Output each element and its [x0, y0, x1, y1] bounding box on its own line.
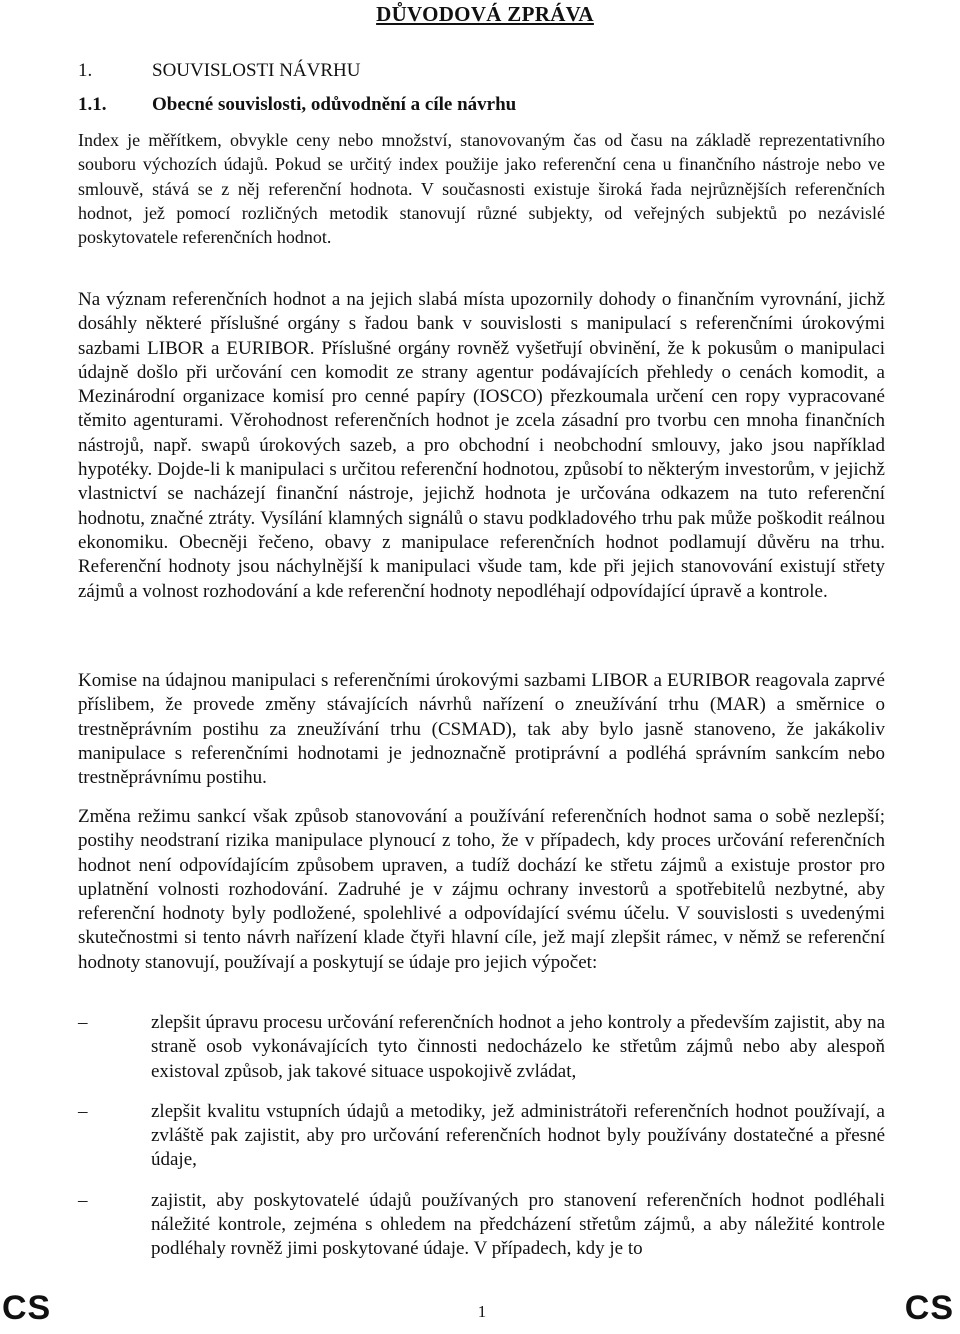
page-number: 1	[477, 1302, 487, 1321]
objectives-list	[78, 1011, 885, 1278]
section-title: SOUVISLOSTI NÁVRHU	[152, 60, 361, 81]
paragraph-commission-response: Komise na údajnou manipulaci s referenčními úrokovými sazbami LIBOR a EURIBOR reagovala zaprvé příslibem, že provede změny stávajících návrhů nařízení o zneužívání trhu (MAR) a směrnice o trestněprávním postihu za zneužívání trhu (CSMAD), tak aby bylo jasně stanoveno, že jakákoliv manipulace s referenčními hodnotami je jednoznačně protiprávní a podléhá správním sankcím nebo trestněprávnímu postihu.	[78, 670, 885, 789]
section-heading-1	[78, 60, 360, 82]
list-item	[78, 1100, 885, 1173]
dash-marker: –	[78, 1189, 88, 1211]
list-item	[78, 1189, 885, 1262]
subsection-heading-1-1	[78, 94, 516, 116]
language-code-right: CS	[904, 1289, 954, 1327]
dash-marker: –	[78, 1012, 88, 1033]
language-code-left: CS	[2, 1289, 52, 1327]
section-number: 1.	[78, 60, 93, 81]
subsection-number: 1.1.	[78, 94, 107, 115]
dash-marker: –	[78, 1100, 88, 1122]
list-item-text: zlepšit úpravu procesu určování referenčních hodnot a jeho kontroly a především zajistit, aby na straně osob vykonávajících tyto činnosti nedocházelo ke střetům zájmů nebo aby alespoň existoval způsob, jak takové situace uspokojivě zvládat,	[151, 1012, 885, 1082]
list-item-text: zajistit, aby poskytovatelé údajů používaných pro stanovení referenčních hodnot podléhali náležité kontrole, zejména s ohledem na předcházení střetům zájmů, a aby náležité kontrole podléhaly rovněž jimi poskytované údaje. V případech, kdy je to	[151, 1189, 885, 1260]
list-item	[78, 1011, 885, 1084]
subsection-title: Obecné souvislosti, odůvodnění a cíle návrhu	[152, 94, 517, 115]
paragraph-index-definition: Index je měřítkem, obvykle ceny nebo množství, stanovovaným čas od času na základě reprezentativního souboru výchozích údajů. Pokud se určitý index použije jako referenční cena u finančního nástroje nebo ve smlouvě, stává se z něj referenční hodnota. V současnosti existuje široká řada nejrůznějších referenčních hodnot, jež pomocí rozličných metodik stanovují různé subjekty, od veřejných subjektů po nezávislé poskytovatele referenčních hodnot.	[78, 130, 885, 248]
list-item-text: zlepšit kvalitu vstupních údajů a metodiky, jež administrátoři referenčních hodnot používají, a zvláště pak zajistit, aby pro určování referenčních hodnot byly používány dostatečné a přesné údaje,	[151, 1100, 885, 1171]
paragraph-benchmark-manipulation: Na význam referenčních hodnot a na jejich slabá místa upozornily dohody o finančním vyrovnání, jichž dosáhly některé příslušné orgány s řadou bank v souvislosti s manipulací s referenčními úrokovými sazbami LIBOR a EURIBOR. Příslušné orgány rovněž vyšetřují obvinění, že k pokusům o manipulaci údajně došlo při určování cen komodit ze strany agentur podávajících přehledy o cenách komodit, a Mezinárodní organizace komisí pro cenné papíry (IOSCO) přezkoumala určení cen ropy vypracované těmito agenturami. Věrohodnost referenčních hodnot je zcela zásadní pro tvorbu cen mnoha finančních nástrojů, např. swapů úrokových sazeb, a pro obchodní i neobchodní smlouvy, jako jsou například hypotéky. Dojde-li k manipulaci s určitou referenční hodnotou, způsobí to některým investorům, v jejichž vlastnictví se nacházejí finanční nástroje, jejichž hodnota je určována odkazem na tuto referenční hodnotu, značné ztráty. Vysílání klamných signálů o stavu podkladového trhu pak může poškodit reálnou ekonomiku. Obecněji řečeno, obavy z manipulace referenčních hodnot podlamují důvěru na trhu. Referenční hodnoty jsou náchylnější k manipulaci všude tam, kde při jejich stanovování existují střety zájmů a volnost rozhodování a kde referenční hodnoty nepodléhají odpovídající úpravě a kontrole.	[78, 289, 885, 602]
paragraph-regulation-aims: Změna režimu sankcí však způsob stanovování a používání referenčních hodnot sama o sobě nezlepší; postihy neodstraní rizika manipulace plynoucí z toho, že v případech, kdy proces určování referenčních hodnot není odpovídajícím způsobem upraven, a tudíž dochází ke střetu zájmů a existuje prostor pro uplatnění volnosti rozhodování. Zadruhé je v zájmu ochrany investorů a spotřebitelů nezbytné, aby referenční hodnoty byly podložené, spolehlivé a odpovídající svému účelu. V souvislosti s uvedenými skutečnostmi si tento návrh nařízení klade čtyři hlavní cíle, jež mají zlepšit rámec, v němž se referenční hodnoty stanovují, používají a poskytují se údaje pro jejich výpočet:	[78, 806, 885, 973]
document-title: DŮVODOVÁ ZPRÁVA	[376, 2, 594, 26]
